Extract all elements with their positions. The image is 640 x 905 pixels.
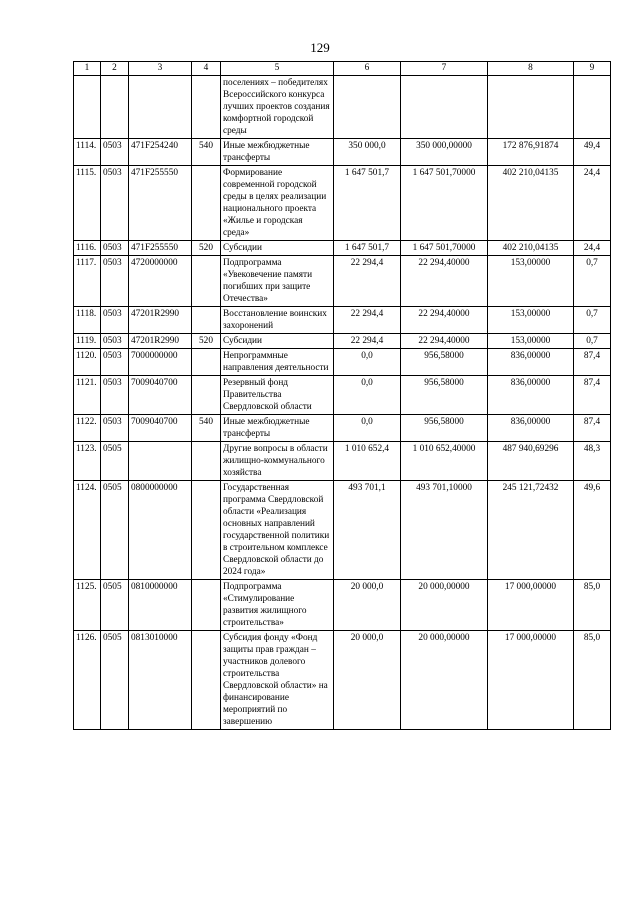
table-row — [74, 166, 611, 241]
column-header: 8 — [488, 62, 574, 76]
page-number: 129 — [310, 40, 330, 55]
table-row — [74, 442, 611, 481]
budget-table — [73, 61, 611, 730]
section-code-cell: 0503 — [101, 256, 129, 307]
executed-amount-cell: 17 000,00000 — [488, 631, 574, 730]
description-cell: поселениях – победителях Всероссийского конкурса лучших проектов создания комфортной городской среды — [221, 76, 334, 139]
table-row — [74, 76, 611, 139]
expense-type-cell: 540 — [192, 139, 221, 166]
target-article-cell: 47201R2990 — [129, 307, 192, 334]
table-row — [74, 580, 611, 631]
section-code-cell: 0503 — [101, 139, 129, 166]
percent-cell: 87,4 — [574, 415, 611, 442]
approved-amount-cell: 493 701,1 — [334, 481, 401, 580]
row-number-cell: 1126. — [74, 631, 101, 730]
target-article-cell: 4720000000 — [129, 256, 192, 307]
executed-amount-cell: 153,00000 — [488, 334, 574, 349]
target-article-cell: 7009040700 — [129, 376, 192, 415]
executed-amount-cell: 172 876,91874 — [488, 139, 574, 166]
row-number-cell: 1120. — [74, 349, 101, 376]
section-code-cell — [101, 76, 129, 139]
approved-amount-cell: 22 294,4 — [334, 334, 401, 349]
row-number-cell: 1125. — [74, 580, 101, 631]
description-cell: Субсидия фонду «Фонд защиты прав граждан – участников долевого строительства Свердловской области» на финансирование мероприятий по завершению — [221, 631, 334, 730]
section-code-cell: 0505 — [101, 442, 129, 481]
percent-cell: 87,4 — [574, 349, 611, 376]
table-row — [74, 376, 611, 415]
executed-amount-cell — [488, 76, 574, 139]
revised-amount-cell: 22 294,40000 — [401, 334, 488, 349]
column-header: 6 — [334, 62, 401, 76]
column-header: 9 — [574, 62, 611, 76]
description-cell: Восстановление воинских захоронений — [221, 307, 334, 334]
table-row — [74, 631, 611, 730]
approved-amount-cell: 350 000,0 — [334, 139, 401, 166]
approved-amount-cell: 20 000,0 — [334, 631, 401, 730]
table-row — [74, 481, 611, 580]
expense-type-cell — [192, 166, 221, 241]
target-article-cell — [129, 76, 192, 139]
column-header: 5 — [221, 62, 334, 76]
section-code-cell: 0503 — [101, 349, 129, 376]
approved-amount-cell — [334, 76, 401, 139]
table-row — [74, 334, 611, 349]
percent-cell: 0,7 — [574, 307, 611, 334]
section-code-cell: 0503 — [101, 376, 129, 415]
revised-amount-cell — [401, 76, 488, 139]
executed-amount-cell: 402 210,04135 — [488, 166, 574, 241]
target-article-cell: 471F255550 — [129, 166, 192, 241]
executed-amount-cell: 245 121,72432 — [488, 481, 574, 580]
revised-amount-cell: 956,58000 — [401, 376, 488, 415]
column-header: 3 — [129, 62, 192, 76]
expense-type-cell — [192, 349, 221, 376]
table-body — [74, 76, 611, 730]
section-code-cell: 0503 — [101, 166, 129, 241]
revised-amount-cell: 1 647 501,70000 — [401, 166, 488, 241]
approved-amount-cell: 22 294,4 — [334, 307, 401, 334]
target-article-cell: 47201R2990 — [129, 334, 192, 349]
section-code-cell: 0505 — [101, 580, 129, 631]
revised-amount-cell: 1 647 501,70000 — [401, 241, 488, 256]
section-code-cell: 0503 — [101, 334, 129, 349]
executed-amount-cell: 487 940,69296 — [488, 442, 574, 481]
row-number-cell: 1119. — [74, 334, 101, 349]
approved-amount-cell: 1 647 501,7 — [334, 241, 401, 256]
section-code-cell: 0503 — [101, 307, 129, 334]
target-article-cell: 7000000000 — [129, 349, 192, 376]
description-cell: Субсидии — [221, 334, 334, 349]
approved-amount-cell: 0,0 — [334, 415, 401, 442]
header-row — [74, 62, 611, 76]
section-code-cell: 0503 — [101, 241, 129, 256]
row-number-cell: 1117. — [74, 256, 101, 307]
revised-amount-cell: 493 701,10000 — [401, 481, 488, 580]
percent-cell: 0,7 — [574, 256, 611, 307]
section-code-cell: 0503 — [101, 415, 129, 442]
approved-amount-cell: 1 010 652,4 — [334, 442, 401, 481]
percent-cell: 49,4 — [574, 139, 611, 166]
column-header: 7 — [401, 62, 488, 76]
executed-amount-cell: 17 000,00000 — [488, 580, 574, 631]
description-cell: Субсидии — [221, 241, 334, 256]
target-article-cell: 0813010000 — [129, 631, 192, 730]
row-number-cell: 1124. — [74, 481, 101, 580]
revised-amount-cell: 350 000,00000 — [401, 139, 488, 166]
executed-amount-cell: 836,00000 — [488, 376, 574, 415]
row-number-cell: 1116. — [74, 241, 101, 256]
row-number-cell: 1114. — [74, 139, 101, 166]
table-row — [74, 349, 611, 376]
section-code-cell: 0505 — [101, 631, 129, 730]
approved-amount-cell: 0,0 — [334, 376, 401, 415]
row-number-cell: 1121. — [74, 376, 101, 415]
description-cell: Иные межбюджетные трансферты — [221, 415, 334, 442]
percent-cell — [574, 76, 611, 139]
revised-amount-cell: 956,58000 — [401, 349, 488, 376]
expense-type-cell — [192, 376, 221, 415]
percent-cell: 85,0 — [574, 580, 611, 631]
revised-amount-cell: 956,58000 — [401, 415, 488, 442]
expense-type-cell: 520 — [192, 334, 221, 349]
column-header: 2 — [101, 62, 129, 76]
description-cell: Подпрограмма «Стимулирование развития жилищного строительства» — [221, 580, 334, 631]
table-row — [74, 139, 611, 166]
target-article-cell: 0800000000 — [129, 481, 192, 580]
table-row — [74, 256, 611, 307]
expense-type-cell — [192, 76, 221, 139]
target-article-cell: 471F255550 — [129, 241, 192, 256]
percent-cell: 0,7 — [574, 334, 611, 349]
revised-amount-cell: 1 010 652,40000 — [401, 442, 488, 481]
description-cell: Государственная программа Свердловской области «Реализация основных направлений государственной политики в строительном комплексе Свердловской области до 2024 года» — [221, 481, 334, 580]
percent-cell: 24,4 — [574, 166, 611, 241]
description-cell: Иные межбюджетные трансферты — [221, 139, 334, 166]
target-article-cell — [129, 442, 192, 481]
executed-amount-cell: 153,00000 — [488, 307, 574, 334]
expense-type-cell: 520 — [192, 241, 221, 256]
table-row — [74, 241, 611, 256]
expense-type-cell — [192, 580, 221, 631]
revised-amount-cell: 20 000,00000 — [401, 631, 488, 730]
executed-amount-cell: 153,00000 — [488, 256, 574, 307]
percent-cell: 48,3 — [574, 442, 611, 481]
target-article-cell: 7009040700 — [129, 415, 192, 442]
row-number-cell: 1115. — [74, 166, 101, 241]
executed-amount-cell: 836,00000 — [488, 349, 574, 376]
percent-cell: 24,4 — [574, 241, 611, 256]
percent-cell: 49,6 — [574, 481, 611, 580]
expense-type-cell: 540 — [192, 415, 221, 442]
description-cell: Резервный фонд Правительства Свердловской области — [221, 376, 334, 415]
executed-amount-cell: 402 210,04135 — [488, 241, 574, 256]
expense-type-cell — [192, 256, 221, 307]
row-number-cell: 1122. — [74, 415, 101, 442]
revised-amount-cell: 22 294,40000 — [401, 256, 488, 307]
revised-amount-cell: 22 294,40000 — [401, 307, 488, 334]
percent-cell: 87,4 — [574, 376, 611, 415]
description-cell: Подпрограмма «Увековечение памяти погибших при защите Отечества» — [221, 256, 334, 307]
percent-cell: 85,0 — [574, 631, 611, 730]
column-header: 4 — [192, 62, 221, 76]
column-header: 1 — [74, 62, 101, 76]
row-number-cell — [74, 76, 101, 139]
executed-amount-cell: 836,00000 — [488, 415, 574, 442]
revised-amount-cell: 20 000,00000 — [401, 580, 488, 631]
expense-type-cell — [192, 307, 221, 334]
description-cell: Непрограммные направления деятельности — [221, 349, 334, 376]
row-number-cell: 1123. — [74, 442, 101, 481]
table-row — [74, 307, 611, 334]
approved-amount-cell: 1 647 501,7 — [334, 166, 401, 241]
approved-amount-cell: 22 294,4 — [334, 256, 401, 307]
expense-type-cell — [192, 481, 221, 580]
description-cell: Другие вопросы в области жилищно-коммунального хозяйства — [221, 442, 334, 481]
target-article-cell: 471F254240 — [129, 139, 192, 166]
table-row — [74, 415, 611, 442]
row-number-cell: 1118. — [74, 307, 101, 334]
approved-amount-cell: 20 000,0 — [334, 580, 401, 631]
description-cell: Формирование современной городской среды в целях реализации национального проекта «Жилье и городская среда» — [221, 166, 334, 241]
expense-type-cell — [192, 442, 221, 481]
approved-amount-cell: 0,0 — [334, 349, 401, 376]
target-article-cell: 0810000000 — [129, 580, 192, 631]
expense-type-cell — [192, 631, 221, 730]
section-code-cell: 0505 — [101, 481, 129, 580]
